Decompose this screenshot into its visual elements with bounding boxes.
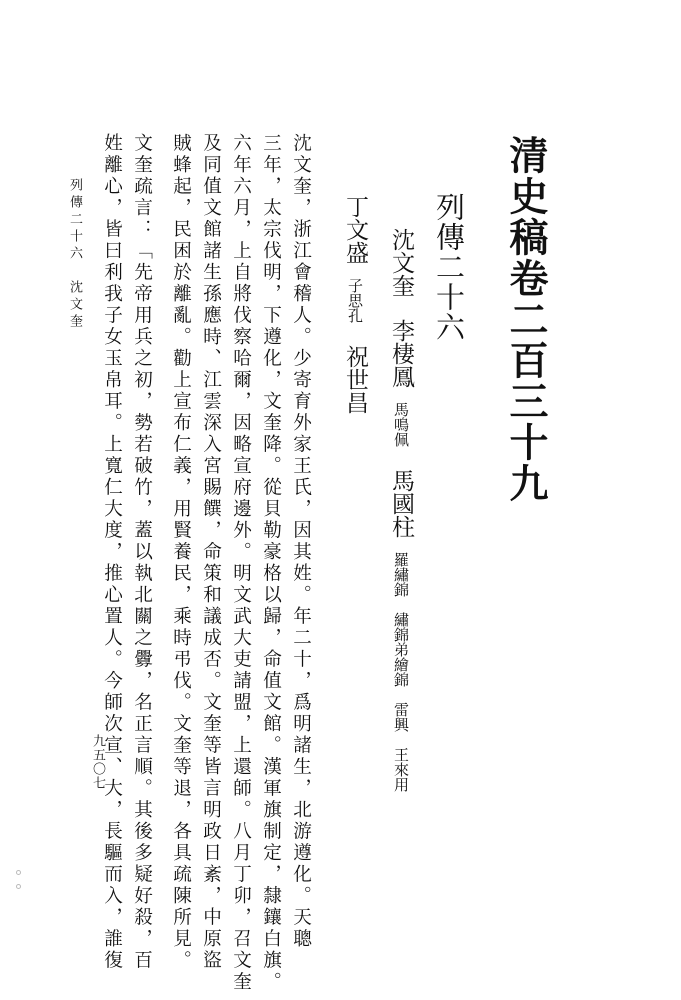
body-text-column: 沈文奎，浙江會稽人。少寄育外家王氏，因其姓。年二十，爲明諸生，北游遵化。天聰 bbox=[290, 133, 312, 950]
volume-title: 清史稿卷二百三十九 bbox=[503, 135, 549, 504]
name-main: 李棲鳳 bbox=[388, 319, 414, 388]
biography-names-column-2 bbox=[343, 195, 366, 414]
name-main: 沈文奎 bbox=[388, 228, 414, 297]
name-main: 祝世昌 bbox=[342, 345, 368, 414]
body-text-column: 三年，太宗伐明，下遵化，文奎降。從貝勒豪格以歸，命值文館。漢軍旗制定，隸鑲白旗。 bbox=[260, 133, 282, 993]
name-main: 丁文盛 bbox=[342, 195, 368, 264]
biography-names-column-1 bbox=[389, 228, 412, 792]
binding-mark bbox=[16, 870, 21, 875]
chapter-heading: 列傳二十六 bbox=[432, 192, 466, 342]
running-head: 列傳二十六 沈文奎 bbox=[67, 178, 82, 331]
body-text-column: 姓離心，皆曰利我子女玉帛耳。上寬仁大度，推心置人。今師次宣、大，長驅而入，誰復 bbox=[101, 133, 123, 972]
name-sub: 馬鳴佩 bbox=[392, 402, 410, 447]
name-main: 馬國柱 bbox=[388, 469, 414, 538]
page-number: 九五〇七 bbox=[90, 734, 105, 790]
name-sub: 羅繡錦 繡錦弟繪錦 雷興 王來用 bbox=[392, 552, 410, 792]
body-text-column: 文奎疏言：「先帝用兵之初，勢若破竹，蓋以執北關之釁，名正言順。其後多疑好殺，百 bbox=[131, 133, 153, 972]
body-text-column: 六年六月，上自將伐察哈爾，因略宣府邊外。明文武大吏請盟，上還師。八月丁卯，召文奎 bbox=[230, 133, 252, 993]
body-text-column: 及同值文館諸生孫應時、江雲深入宮賜饌，命策和議成否。文奎等皆言明政日紊，中原盜 bbox=[200, 133, 222, 972]
body-text-column: 賊蜂起，民困於離亂。勸上宣布仁義，用賢養民，乘時弔伐。文奎等退，各具疏陳所見。 bbox=[170, 133, 192, 972]
binding-mark bbox=[16, 884, 21, 889]
name-sub: 子思孔 bbox=[346, 278, 364, 323]
